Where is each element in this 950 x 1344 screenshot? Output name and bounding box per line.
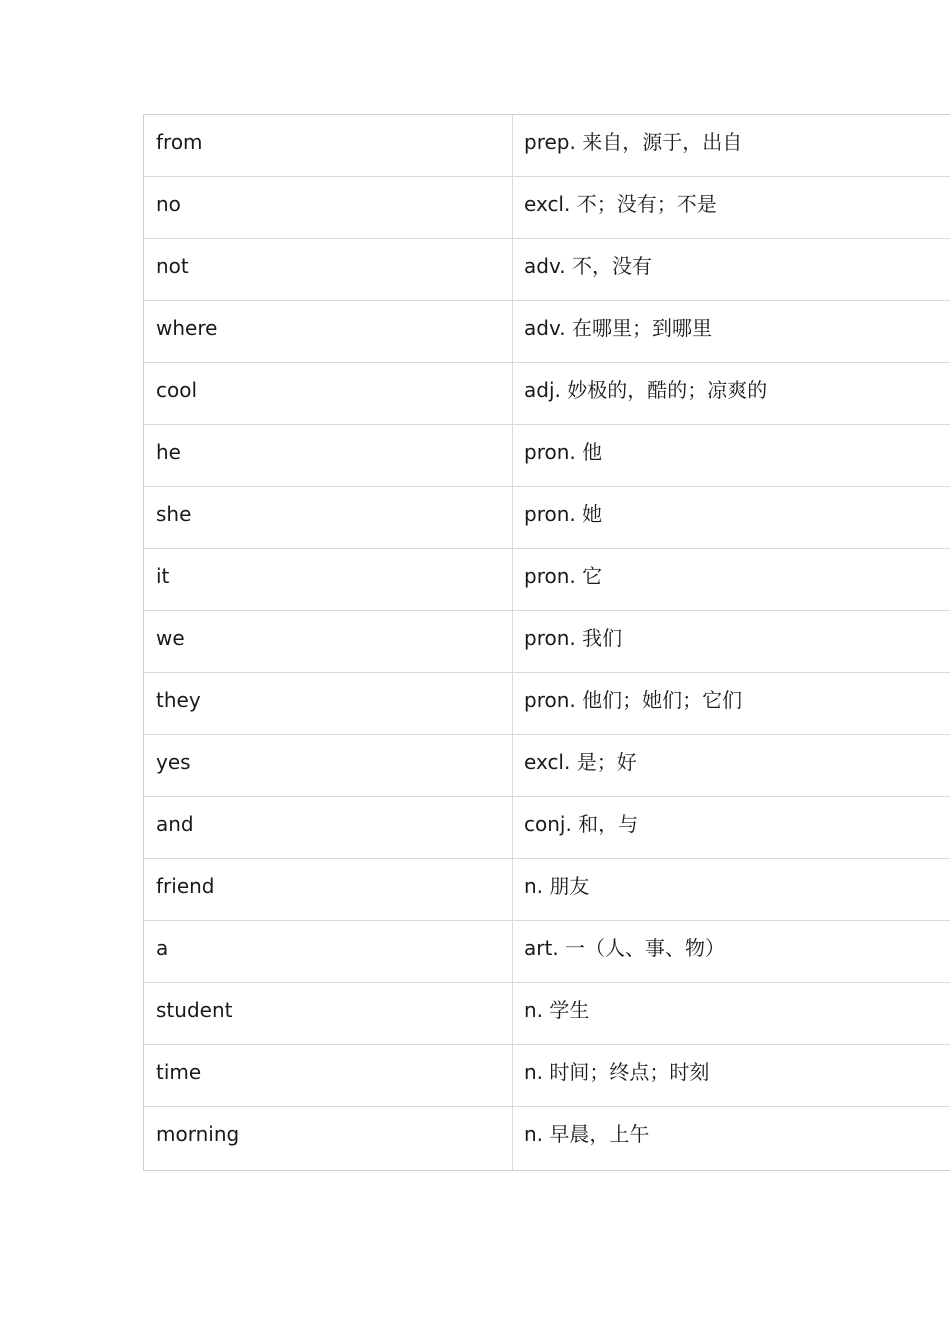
table-row: [144, 673, 950, 735]
meaning-cell: n. 学生: [524, 998, 590, 1022]
word-cell: friend: [144, 859, 513, 920]
table-row: [144, 735, 950, 797]
meaning-cell: excl. 是；好: [524, 750, 637, 774]
meaning-cell: prep. 来自，源于，出自: [524, 130, 743, 154]
table-row: [144, 239, 950, 301]
word-cell: she: [144, 487, 513, 548]
table-row: [144, 363, 950, 425]
word-cell: we: [144, 611, 513, 672]
word-cell: yes: [144, 735, 513, 796]
meaning-cell: adv. 在哪里；到哪里: [524, 316, 712, 340]
table-row: [144, 797, 950, 859]
meaning-cell: pron. 他: [524, 440, 603, 464]
table-row: [144, 115, 950, 177]
meaning-cell: pron. 它: [524, 564, 603, 588]
word-cell: where: [144, 301, 513, 362]
word-cell: and: [144, 797, 513, 858]
word-cell: no: [144, 177, 513, 238]
word-cell: it: [144, 549, 513, 610]
table-row: [144, 859, 950, 921]
table-row: [144, 301, 950, 363]
table-row: [144, 1107, 950, 1170]
meaning-cell: excl. 不；没有；不是: [524, 192, 717, 216]
table-row: [144, 487, 950, 549]
meaning-cell: n. 朋友: [524, 874, 590, 898]
meaning-cell: adv. 不，没有: [524, 254, 652, 278]
meaning-cell: art. 一（人、事、物）: [524, 936, 726, 960]
table-row: [144, 425, 950, 487]
table-row: [144, 611, 950, 673]
table-row: [144, 921, 950, 983]
word-cell: time: [144, 1045, 513, 1106]
table-row: [144, 177, 950, 239]
word-cell: morning: [144, 1107, 513, 1170]
meaning-cell: pron. 我们: [524, 626, 623, 650]
word-cell: cool: [144, 363, 513, 424]
word-cell: they: [144, 673, 513, 734]
table-row: [144, 549, 950, 611]
word-cell: a: [144, 921, 513, 982]
meaning-cell: pron. 他们；她们；它们: [524, 688, 743, 712]
word-cell: he: [144, 425, 513, 486]
meaning-cell: adj. 妙极的，酷的；凉爽的: [524, 378, 768, 402]
table-row: [144, 983, 950, 1045]
meaning-cell: n. 早晨，上午: [524, 1122, 650, 1146]
table-row: [144, 1045, 950, 1107]
word-cell: from: [144, 115, 513, 176]
meaning-cell: n. 时间；终点；时刻: [524, 1060, 710, 1084]
meaning-cell: conj. 和，与: [524, 812, 639, 836]
word-cell: student: [144, 983, 513, 1044]
vocabulary-table: [143, 114, 950, 1171]
word-cell: not: [144, 239, 513, 300]
meaning-cell: pron. 她: [524, 502, 603, 526]
